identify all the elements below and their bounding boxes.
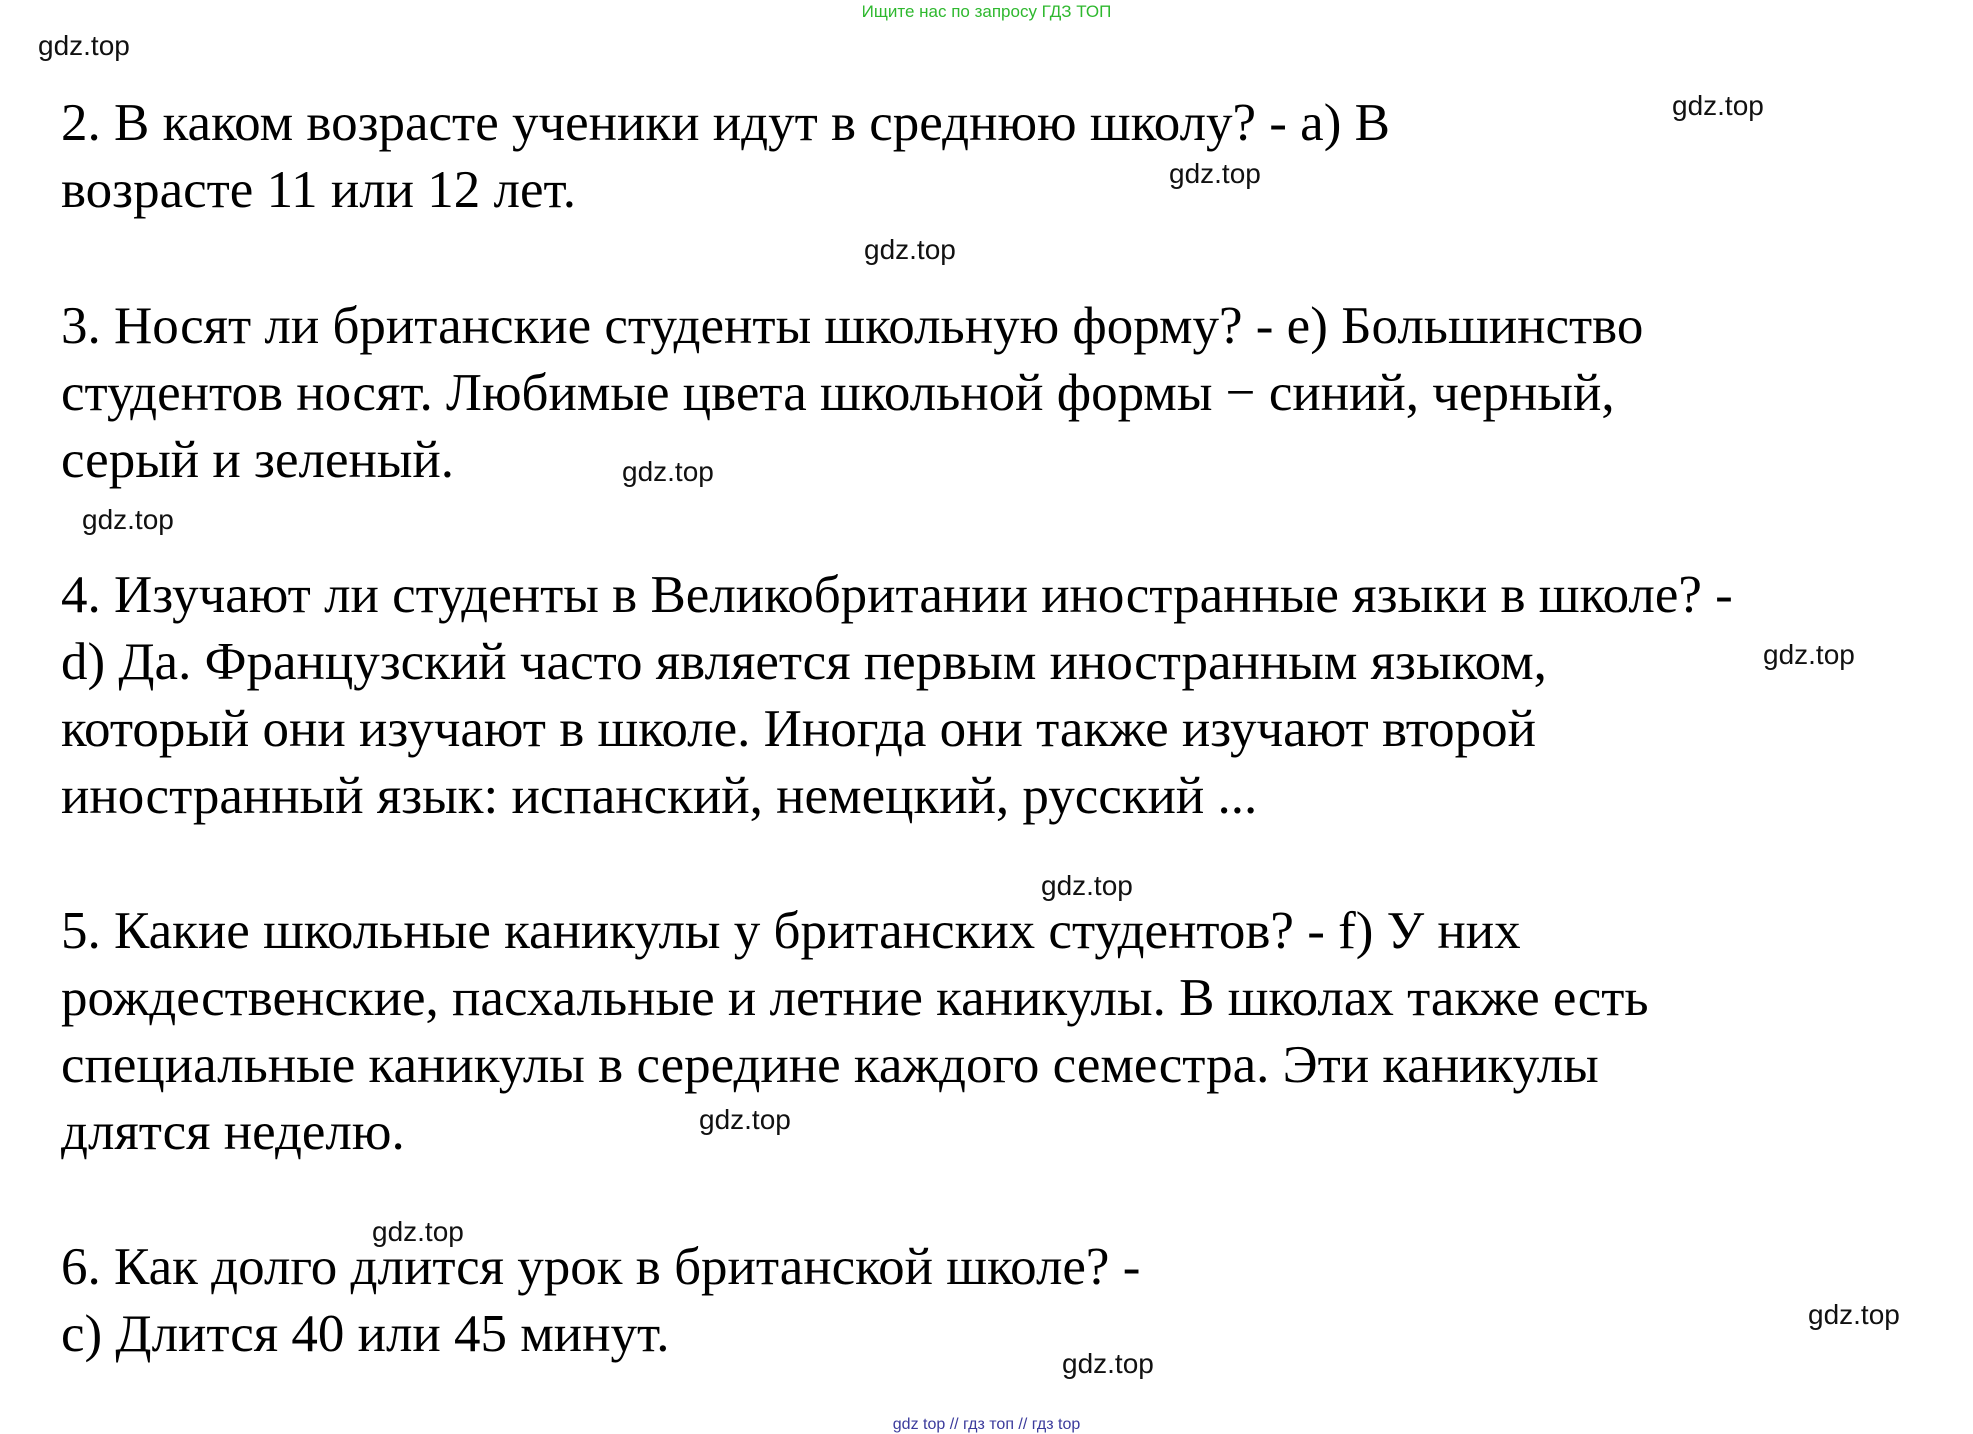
answer-line: 5. Какие школьные каникулы у британских студентов? - f) У них: [61, 902, 1521, 960]
answer-2: [61, 90, 1961, 224]
answer-6: [61, 1234, 1961, 1368]
answer-3: [61, 293, 1961, 494]
watermark: gdz.top: [1763, 639, 1855, 670]
answer-line: который они изучают в школе. Иногда они также изучают второй: [61, 700, 1537, 758]
search-banner: Ищите нас по запросу ГДЗ ТОП: [861, 2, 1112, 21]
watermark: gdz.top: [1169, 158, 1261, 189]
answer-line: иностранный язык: испанский, немецкий, русский ...: [61, 767, 1258, 825]
answer-line: c) Длится 40 или 45 минут.: [61, 1305, 670, 1363]
answer-line: студентов носят. Любимые цвета школьной формы − синий, черный,: [61, 364, 1615, 422]
answer-line: 2. В каком возрасте ученики идут в среднюю школу? - a) В: [61, 94, 1390, 152]
watermark: gdz.top: [864, 234, 956, 265]
watermark: gdz.top: [1041, 870, 1133, 901]
answer-line: специальные каникулы в середине каждого семестра. Эти каникулы: [61, 1036, 1599, 1094]
answer-line: серый и зеленый.: [61, 431, 455, 489]
watermark: gdz.top: [699, 1104, 791, 1135]
answer-line: рождественские, пасхальные и летние каникулы. В школах также есть: [61, 969, 1649, 1027]
watermark: gdz.top: [372, 1216, 464, 1247]
watermark: gdz.top: [1062, 1348, 1154, 1379]
answer-line: длятся неделю.: [61, 1103, 405, 1161]
footer-watermark: gdz top // гдз топ // гдз top: [892, 1416, 1081, 1433]
answer-5: [61, 898, 1961, 1166]
watermark: gdz.top: [82, 504, 174, 535]
watermark: gdz.top: [1808, 1299, 1900, 1330]
watermark: gdz.top: [38, 30, 130, 61]
watermark: gdz.top: [1672, 90, 1764, 121]
answer-line: d) Да. Французский часто является первым иностранным языком,: [61, 633, 1547, 691]
answer-line: возрасте 11 или 12 лет.: [61, 161, 576, 219]
answer-line: 3. Носят ли британские студенты школьную форму? - e) Большинство: [61, 297, 1644, 355]
watermark: gdz.top: [622, 456, 714, 487]
answer-line: 4. Изучают ли студенты в Великобритании иностранные языки в школе? -: [61, 566, 1733, 624]
answer-4: [61, 562, 1961, 830]
answer-line: 6. Как долго длится урок в британской школе? -: [61, 1238, 1141, 1296]
